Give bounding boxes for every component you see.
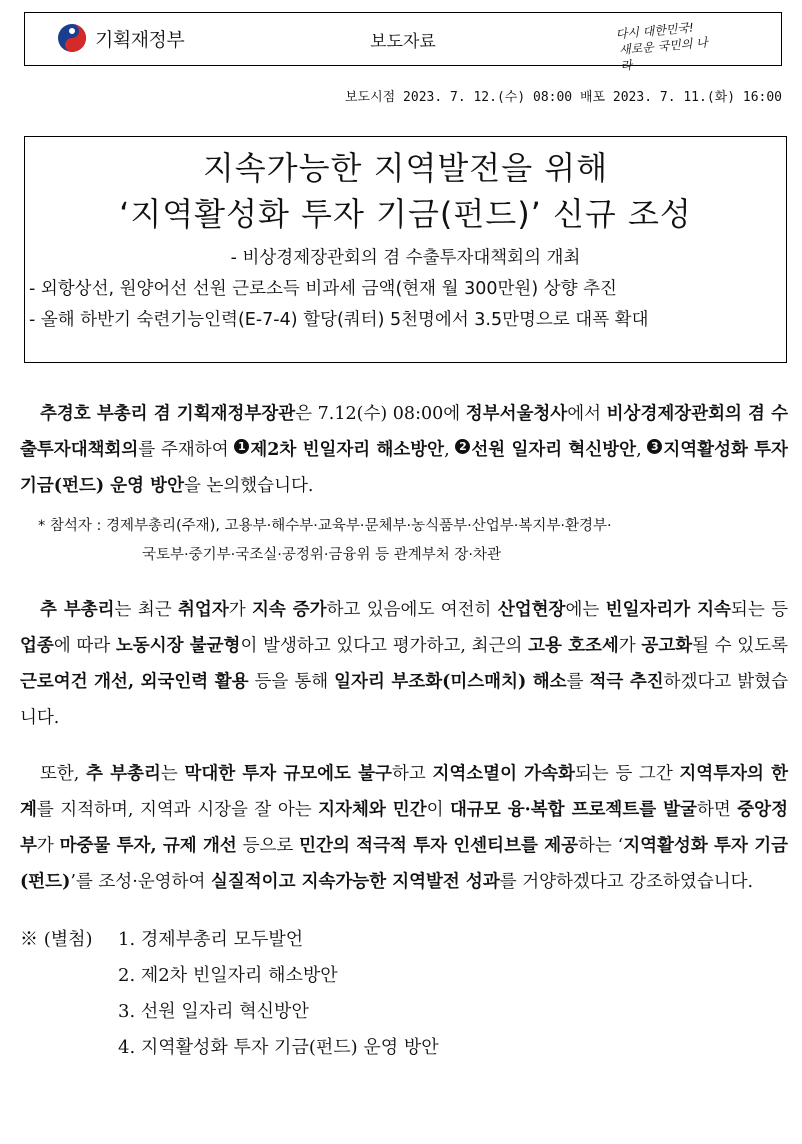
text-run: 등으로: [236, 836, 300, 856]
attachment-item: 3. 선원 일자리 혁신방안: [118, 1001, 309, 1022]
text-run: 가: [228, 600, 253, 620]
text-run: 되는 등: [730, 600, 789, 620]
paragraph-1: [20, 396, 788, 504]
headline: [25, 145, 786, 237]
header-banner: [24, 12, 782, 74]
paragraph-3: [20, 756, 788, 900]
number-badge-3: 3: [647, 439, 662, 454]
attendee-note: [38, 512, 788, 570]
text-run: 이: [426, 800, 451, 820]
text-run: 가: [36, 836, 60, 856]
text-run: 취업자: [178, 600, 229, 620]
ministry-name: 기획재정부: [95, 28, 185, 51]
text-run: 선원 일자리 혁신방안: [471, 440, 637, 460]
text-run: 중앙정부: [20, 800, 788, 856]
text-run: 하고: [391, 764, 433, 784]
document-type: 보도자료: [370, 32, 436, 52]
text-run: 노동시장 불균형: [115, 636, 241, 656]
text-run: 공고화: [641, 636, 693, 656]
embargo-time: 보도시점 2023. 7. 12.(수) 08:00 배포 2023. 7. 11.(화) 16:00: [344, 90, 782, 105]
text-run: 에서: [567, 404, 607, 424]
note-line-2: 국토부·중기부·국조실·공정위·금융위 등 관계부처 장·차관: [142, 547, 502, 563]
paragraph-2: [20, 592, 788, 736]
text-run: 민간의 적극적 투자 인센티브를 제공: [299, 836, 579, 856]
slogan-line-2: 새로운 국민의 나라: [618, 35, 709, 74]
text-run: 업종: [20, 636, 54, 656]
text-run: 지속 증가: [252, 600, 327, 620]
text-run: 를 거양하겠다고 강조하였습니다.: [499, 872, 754, 892]
text-run: 지역활성화 투자 기금(펀드) 운영 방안: [20, 440, 788, 496]
text-run: 를: [566, 672, 590, 692]
text-run: 지역활성화 투자 기금(펀드): [20, 836, 788, 892]
attachment-item: 4. 지역활성화 투자 기금(펀드) 운영 방안: [118, 1037, 439, 1058]
text-run: ’를 조성·운영하여: [70, 872, 211, 892]
text-run: 는: [160, 764, 185, 784]
text-run: 하고 있음에도 여전히: [326, 600, 498, 620]
text-run: ,: [636, 440, 648, 460]
attachment-item: 2. 제2차 빈일자리 해소방안: [118, 965, 338, 986]
text-run: 정부서울청사: [465, 404, 568, 424]
text-run: 를 주재하여: [138, 440, 235, 460]
number-badge-2: 2: [455, 439, 470, 454]
text-run: 근로여건 개선, 외국인력 활용: [20, 672, 249, 692]
text-run: 비상경제장관회의 겸 수출투자대책회의: [20, 404, 788, 460]
title-box: [24, 136, 787, 363]
text-run: ,: [444, 440, 456, 460]
text-run: 막대한 투자 규모에도 불구: [184, 764, 392, 784]
text-run: 추 부총리: [86, 764, 161, 784]
text-run: 는 최근: [114, 600, 179, 620]
headline-line-1: 지속가능한 지역발전을 위해: [202, 149, 609, 187]
number-badge-1: 1: [234, 439, 249, 454]
text-run: 추경호 부총리 겸 기획재정부장관: [40, 404, 296, 424]
text-run: 산업현장: [497, 600, 566, 620]
slogan-line-1: 다시 대한민국!: [615, 20, 695, 42]
subheading-3: - 올해 하반기 숙련기능인력(E-7-4) 할당(쿼터) 5천명에서 3.5만명으로 대폭 확대: [29, 310, 649, 330]
article-body: [20, 396, 788, 1066]
subheading-2: - 외항상선, 원양어선 선원 근로소득 비과세 금액(현재 월 300만원) 상향 추진: [29, 279, 617, 299]
text-run: 하는 ‘: [578, 836, 624, 856]
text-run: 을 논의했습니다.: [184, 476, 314, 496]
text-run: 지자체와 민간: [318, 800, 427, 820]
text-run: 일자리 부조화(미스매치) 해소: [334, 672, 567, 692]
text-run: 빈일자리가 지속: [605, 600, 731, 620]
attachments-list: [20, 922, 788, 1066]
text-run: 지역소멸이 가속화: [432, 764, 575, 784]
text-run: 등을 통해: [248, 672, 335, 692]
text-run: 또한,: [40, 764, 87, 784]
attachments-label: ※ (별첨): [20, 929, 93, 950]
subheading-1: - 비상경제장관회의 겸 수출투자대책회의 개최: [230, 248, 581, 268]
text-run: 실질적이고 지속가능한 지역발전 성과: [210, 872, 500, 892]
text-run: 제2차 빈일자리 해소방안: [250, 440, 445, 460]
slogan: [615, 18, 717, 74]
text-run: 은 7.12(수) 08:00에: [295, 404, 466, 424]
text-run: 하겠다고 밝혔습니다.: [20, 672, 789, 728]
text-run: 될 수 있도록: [692, 636, 789, 656]
note-line-1: * 참석자 : 경제부총리(주재), 고용부·해수부·교육부·문체부·농식품부·산업부·복지부·환경부·: [38, 518, 612, 534]
text-run: 고용 호조세: [528, 636, 619, 656]
text-run: 되는 등 그간: [574, 764, 680, 784]
text-run: 마중물 투자, 규제 개선: [59, 836, 237, 856]
text-run: 추 부총리: [40, 600, 115, 620]
headline-line-2: ‘지역활성화 투자 기금(펀드)’ 신규 조성: [119, 195, 692, 233]
text-run: 가: [618, 636, 642, 656]
text-run: 를 지적하며, 지역과 시장을 잘 아는: [36, 800, 319, 820]
text-run: 에 따라: [53, 636, 116, 656]
text-run: 지역투자의 한계: [20, 764, 789, 820]
text-run: 하면: [696, 800, 738, 820]
text-run: 이 발생하고 있다고 평가하고, 최근의: [240, 636, 529, 656]
attachment-item: 1. 경제부총리 모두발언: [118, 929, 304, 950]
text-run: 에는: [565, 600, 606, 620]
text-run: 대규모 융·복합 프로젝트를 발굴: [450, 800, 697, 820]
text-run: 적극 추진: [589, 672, 664, 692]
